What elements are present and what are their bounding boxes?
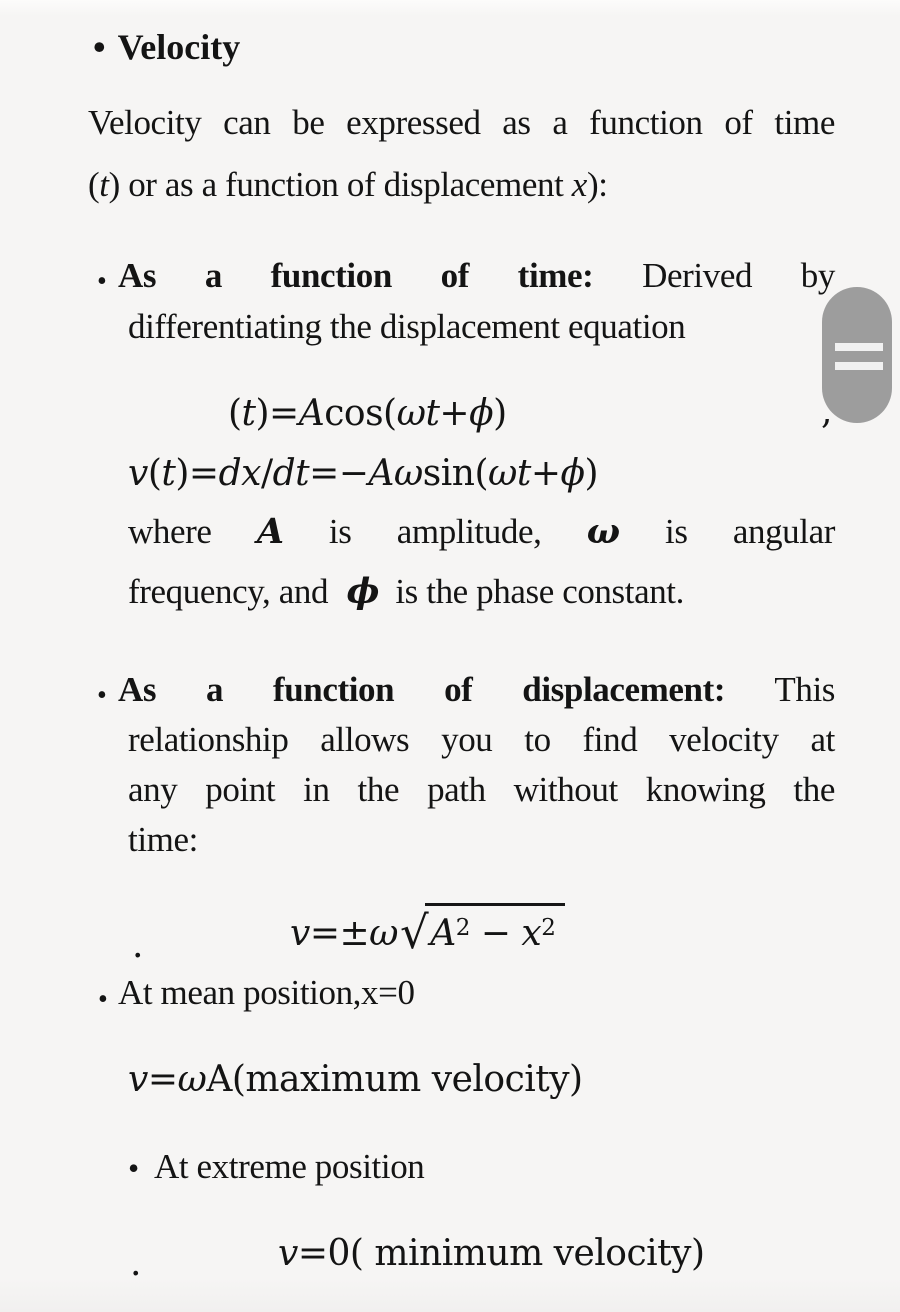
math-var: x <box>521 913 542 954</box>
fn-disp-line-4: time: <box>128 820 198 859</box>
text-run: ) <box>493 393 507 434</box>
math-var: A <box>256 511 284 552</box>
text-run: ) or as a function of displacement <box>108 165 572 204</box>
stray-period: . <box>132 925 143 966</box>
math-var: v <box>128 453 148 494</box>
superscript: 2 <box>455 915 470 941</box>
text-run: =0( minimum velocity) <box>297 1233 705 1274</box>
text-run: A(maximum velocity) <box>206 1059 583 1100</box>
equation-velocity-displacement <box>290 903 565 959</box>
text-run: ( <box>147 453 162 494</box>
text-run: ): <box>586 165 608 204</box>
heading-title: Velocity <box>117 27 241 67</box>
equation-displacement <box>228 392 507 436</box>
math-var: ω <box>586 511 620 552</box>
fn-time-line-1 <box>118 255 835 298</box>
text-run: is the phase constant. <box>387 572 684 611</box>
text-run: sin( <box>422 453 488 494</box>
math-var: ω <box>369 913 399 954</box>
math-var: ϕ <box>346 571 379 612</box>
bold-lead: As a function of displacement: <box>118 670 726 709</box>
equation-trailing-comma: , <box>821 391 832 432</box>
text-run: Derived by <box>642 256 835 295</box>
text-run: ) <box>584 453 599 494</box>
math-var: x <box>571 165 587 204</box>
fn-disp-line-1 <box>118 669 835 712</box>
fn-time-line-2: differentiating the displacement equation <box>128 307 686 346</box>
math-var: v <box>278 1233 298 1274</box>
scroll-drag-handle[interactable] <box>822 287 892 423</box>
section-heading <box>93 26 240 69</box>
where-line-2 <box>128 571 684 614</box>
text-run: is angular <box>619 512 835 551</box>
intro-line-1: Velocity can be expressed as a function of time <box>88 103 835 142</box>
math-var: v <box>128 1059 148 1100</box>
equation-min-velocity <box>278 1232 705 1276</box>
fn-disp-line-2: relationship allows you to find velocity at <box>128 720 835 759</box>
math-var: t <box>99 165 109 204</box>
text-run: This <box>774 670 836 709</box>
math-var: dt <box>272 453 310 494</box>
handle-grip-line <box>835 362 883 370</box>
math-var: ϕ <box>469 393 494 434</box>
mean-position-line: At mean position,x=0 <box>118 973 415 1012</box>
text-run: ( <box>88 165 100 204</box>
math-var: ϕ <box>560 453 585 494</box>
math-var: ω <box>177 1059 207 1100</box>
text-run: cos( <box>324 393 397 434</box>
superscript: 2 <box>541 915 556 941</box>
radical-sign: √ <box>400 906 429 959</box>
text-run: / <box>260 453 273 494</box>
math-var: A <box>430 913 456 954</box>
math-var: t <box>161 453 176 494</box>
radicand <box>425 903 565 955</box>
extreme-position-line: At extreme position <box>154 1147 425 1186</box>
text-run: ( <box>228 393 242 434</box>
math-var: ωt <box>488 453 531 494</box>
text-run: − <box>469 913 522 954</box>
text-run: )= <box>175 453 219 494</box>
list-bullet: • <box>97 680 107 711</box>
text-run: where <box>128 512 257 551</box>
equation-max-velocity <box>128 1058 583 1102</box>
heading-bullet: • <box>93 27 106 67</box>
math-var: t <box>241 393 256 434</box>
text-run: =− <box>309 453 369 494</box>
stray-period: . <box>130 1243 141 1284</box>
list-bullet: • <box>128 1150 140 1186</box>
handle-grip-line <box>835 343 883 351</box>
math-var: A <box>298 393 325 434</box>
fn-disp-line-3: any point in the path without knowing the <box>128 770 835 809</box>
text-run: =± <box>309 913 370 954</box>
text-run: is amplitude, <box>283 512 587 551</box>
equation-velocity-time <box>128 452 598 496</box>
where-line-1 <box>128 511 835 554</box>
text-run: )= <box>255 393 299 434</box>
text-run: = <box>147 1059 178 1100</box>
text-run: + <box>439 393 470 434</box>
bold-lead: As a function of time: <box>118 256 594 295</box>
text-run: + <box>530 453 561 494</box>
text-run: frequency, and <box>128 572 337 611</box>
math-var: v <box>290 913 310 954</box>
math-var: Aω <box>368 453 423 494</box>
math-var: ωt <box>396 393 440 434</box>
intro-line-2 <box>88 164 608 207</box>
list-bullet: • <box>98 984 108 1015</box>
math-var: dx <box>218 453 261 494</box>
list-bullet: • <box>97 266 107 297</box>
